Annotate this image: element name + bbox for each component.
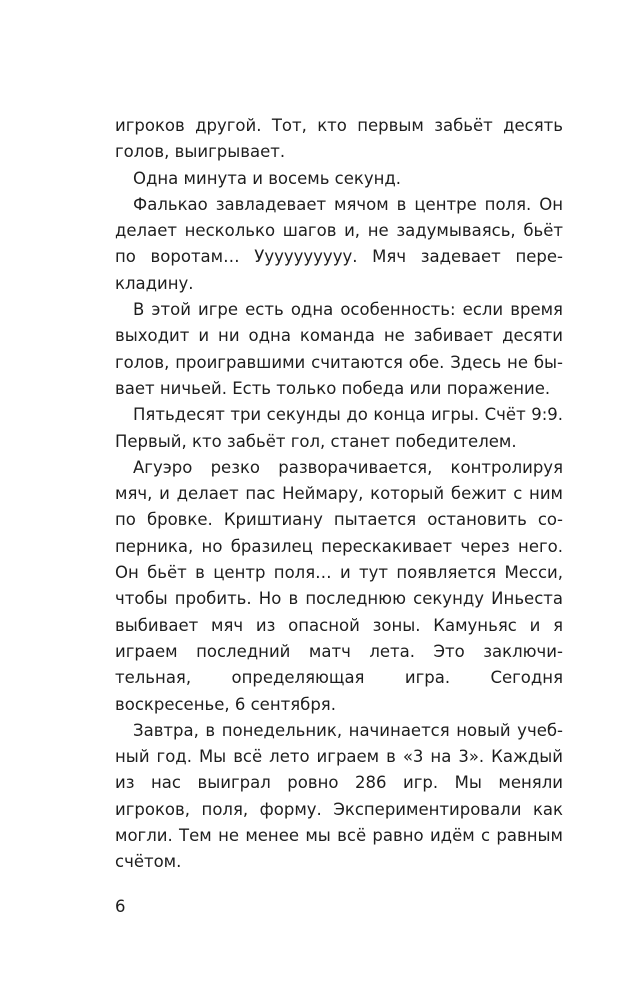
paragraph: Фалькао завладевает мячом в центре поля. Он делает несколько шагов и, не задумываясь, бьёт по воротам… Уууууууууу. Мяч задевает перекладину. — [115, 194, 563, 293]
paragraph: Пятьдесят три секунды до конца игры. Счёт 9:9. Первый, кто забьёт гол, станет победителем. — [115, 405, 563, 451]
paragraph: игроков другой. Тот, кто первым забьёт десять голов, выигрывает. — [115, 116, 563, 162]
page-body — [115, 113, 563, 876]
page-number: 6 — [115, 897, 126, 916]
paragraph: В этой игре есть одна особенность: если время выходит и ни одна команда не забивает десяти голов, проигравшими считаются обе. Здесь не бывает ничьей. Есть только победа или поражение. — [115, 300, 563, 398]
paragraph: Одна минута и восемь секунд. — [133, 168, 402, 188]
paragraph: Завтра, в понедельник, начинается новый учебный год. Мы всё лето играем в «3 на 3». Каждый из нас выиграл ровно 286 игр. Мы меняли игроков, поля, форму. Экспериментировали как могли. Тем не менее мы всё равно идём с равным счётом. — [115, 720, 563, 872]
paragraph: Агуэро резко разворачивается, контролируя мяч, и делает пас Неймару, который бежит с ним по бровке. Криштиану пытается остановить соперника, но бразилец перескакивает через него. Он бьёт в центр поля… и тут появляется Месси, чтобы пробить. Но в последнюю секунду Иньеста выбивает мяч из опасной зоны. Камуньяс и я играем последний матч лета. Это заключительная, определяющая игра. Сегодня воскресенье, 6 сентября. — [115, 457, 563, 714]
